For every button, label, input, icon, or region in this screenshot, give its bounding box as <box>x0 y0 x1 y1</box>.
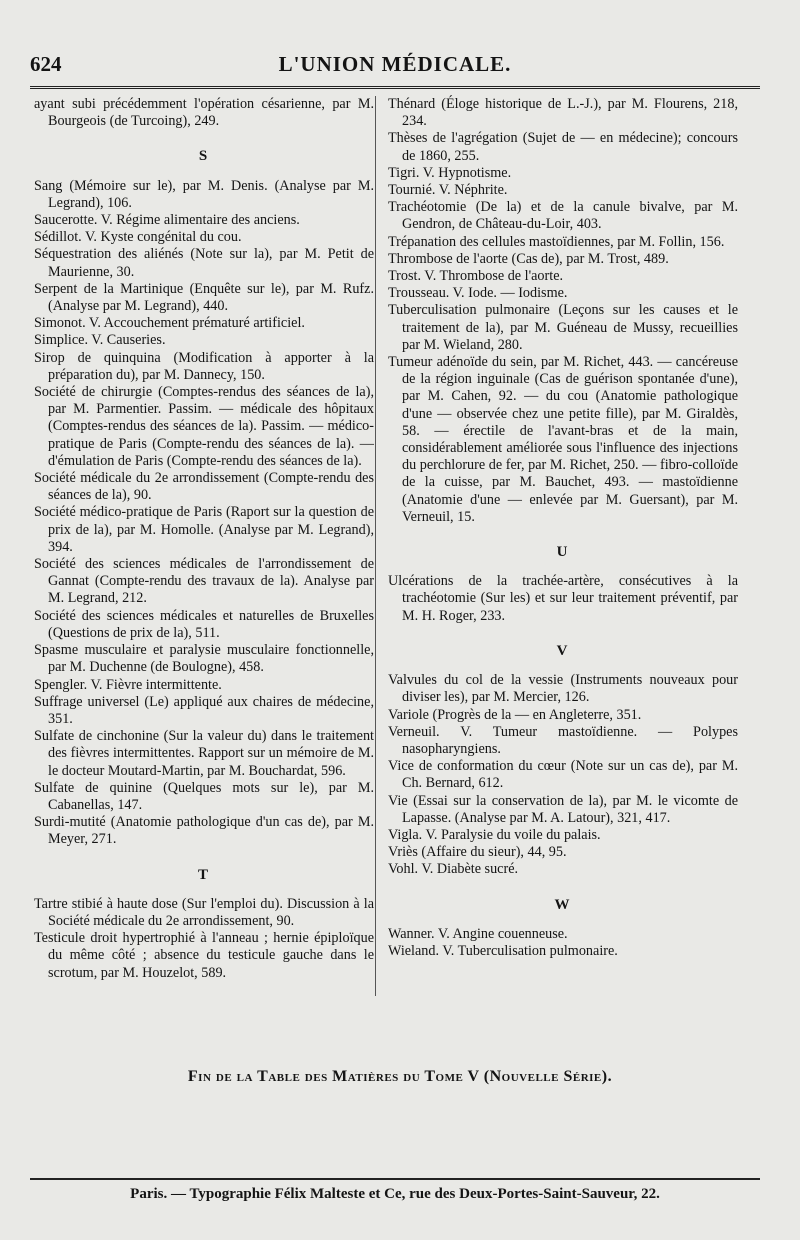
index-entry: Simplice. V. Causeries. <box>34 332 166 349</box>
index-entry: Thrombose de l'aorte (Cas de), par M. Trost, 489. <box>388 250 669 267</box>
entry-list <box>388 926 738 960</box>
section-letter-t: T <box>197 866 210 883</box>
header-rule <box>30 86 760 91</box>
index-entry: Sulfate de cinchonine (Sur la valeur du) dans le traitement des fièvres intermittentes. Rapport sur un mémoire de M. le docteur Moutard-Martin, par M. Bouchardat, 596. <box>34 728 374 779</box>
index-entry: Séquestration des aliénés (Note sur la), par M. Petit de Maurienne, 30. <box>34 246 374 280</box>
entry-list <box>388 573 738 625</box>
index-entry: Vie (Essai sur la conservation de la), par M. le vicomte de Lapasse. (Analyse par M. A. Latour), 321, 417. <box>388 792 738 826</box>
printer-imprint: Paris. — Typographie Félix Malteste et Ce, rue des Deux-Portes-Saint-Sauveur, 22. <box>130 1186 660 1202</box>
index-entry: Sédillot. V. Kyste congénital du cou. <box>34 229 242 246</box>
entry-list <box>388 672 738 878</box>
section-letter-w: W <box>554 896 572 913</box>
index-entry: Wanner. V. Angine couenneuse. <box>388 925 568 942</box>
index-entry: Tumeur adénoïde du sein, par M. Richet, 443. — cancéreuse de la région inguinale (Cas de guérison spontanée d'une), par M. Cahen, 92. — du cou (Anatomie pathologique d'une — observée chez une petite fille), par M. Giraldès, 58. — érectile de l'avant-bras et de la main, considérablement améliorée sous l'influence des injections du perchlorure de fer, par M. Richet, 250. — fibro-colloïde de la cuisse, par M. Bauchet, 493. — mastoïdienne (Anatomie d'une — enlevée par M. Guersant), par M. Verneuil, 15. <box>388 354 738 525</box>
index-entry: Tigri. V. Hypnotisme. <box>388 164 512 181</box>
index-entry: Sang (Mémoire sur le), par M. Denis. (Analyse par M. Legrand), 106. <box>34 177 374 211</box>
section-letter-v: V <box>556 642 570 659</box>
index-entry: Spasme musculaire et paralysie musculaire fonctionnelle, par M. Duchenne (de Boulogne), 458. <box>34 642 374 676</box>
index-entry: Valvules du col de la vessie (Instruments nouveaux pour diviser les), par M. Mercier, 126. <box>388 672 738 706</box>
index-entry: Tuberculisation pulmonaire (Leçons sur les causes et le traitement de la), par M. Guéneau de Mussy, recueillies par M. Wieland, 280. <box>388 302 738 353</box>
left-column <box>34 96 374 982</box>
index-entry: Vigla. V. Paralysie du voile du palais. <box>388 826 601 843</box>
entry-list <box>34 896 374 982</box>
index-entry: Sulfate de quinine (Quelques mots sur le), par M. Cabanellas, 147. <box>34 779 374 813</box>
section-letter-s: S <box>198 148 210 165</box>
index-entry: Trousseau. V. Iode. — Iodisme. <box>388 285 568 302</box>
index-entry: Vice de conformation du cœur (Note sur un cas de), par M. Ch. Bernard, 612. <box>388 758 738 792</box>
column-divider <box>375 96 376 996</box>
index-entry: Société des sciences médicales et naturelles de Bruxelles (Questions de prix de la), 511. <box>34 607 374 641</box>
index-entry: Tournié. V. Néphrite. <box>388 182 508 199</box>
section-letter-u: U <box>556 544 570 561</box>
index-entry: Thèses de l'agrégation (Sujet de — en médecine); concours de 1860, 255. <box>388 130 738 164</box>
index-entry: Tartre stibié à haute dose (Sur l'emploi du). Discussion à la Société médicale du 2e arrondissement, 90. <box>34 895 374 929</box>
index-entry: Surdi-mutité (Anatomie pathologique d'un cas de), par M. Meyer, 271. <box>34 814 374 848</box>
entry-list <box>34 96 374 130</box>
footer-rule <box>30 1178 760 1180</box>
index-entry: Société médicale du 2e arrondissement (Compte-rendu des séances de la), 90. <box>34 470 374 504</box>
index-entry: Thénard (Éloge historique de L.-J.), par M. Flourens, 218, 234. <box>388 96 738 130</box>
index-entry: Trachéotomie (De la) et de la canule bivalve, par M. Gendron, de Château-du-Loir, 403. <box>388 199 738 233</box>
running-title: L'UNION MÉDICALE. <box>278 52 512 76</box>
index-entry: Vohl. V. Diabète sucré. <box>388 861 519 878</box>
index-entry: ayant subi précédemment l'opération césarienne, par M. Bourgeois (de Turcoing), 249. <box>34 96 374 130</box>
index-entry: Trost. V. Thrombose de l'aorte. <box>388 268 564 285</box>
index-entry: Trépanation des cellules mastoïdiennes, par M. Follin, 156. <box>388 233 725 250</box>
page-header <box>30 52 760 82</box>
right-column <box>388 96 738 960</box>
index-entry: Société de chirurgie (Comptes-rendus des séances de la), par M. Parmentier. Passim. — médicale des hôpitaux (Comptes-rendus des séances de la). Passim. — médico-pratique de Paris (Compte-rendu des séances de la). — d'émulation de Paris (Compte-rendu des séances de la). <box>34 384 374 469</box>
index-entry: Sirop de quinquina (Modification à apporter à la préparation du), par M. Dannecy, 150. <box>34 349 374 383</box>
page-number: 624 <box>30 52 62 76</box>
index-entry: Ulcérations de la trachée-artère, consécutives à la trachéotomie (Sur les) et sur leur traitement préventif, par M. H. Roger, 233. <box>388 573 738 624</box>
index-entry: Société médico-pratique de Paris (Raport sur la question de prix de la), par M. Homolle. (Analyse par M. Legrand), 394. <box>34 504 374 555</box>
entry-list <box>388 96 738 526</box>
end-of-table-title: Fin de la Table des Matières du Tome V (Nouvelle Série). <box>187 1068 613 1085</box>
index-entry: Suffrage universel (Le) appliqué aux chaires de médecine, 351. <box>34 693 374 727</box>
entry-list <box>34 178 374 849</box>
index-entry: Wieland. V. Tuberculisation pulmonaire. <box>388 942 618 959</box>
index-entry: Variole (Progrès de la — en Angleterre, 351. <box>388 706 642 723</box>
index-entry: Simonot. V. Accouchement prématuré artificiel. <box>34 315 305 332</box>
index-entry: Serpent de la Martinique (Enquête sur le), par M. Rufz. (Analyse par M. Legrand), 440. <box>34 280 374 315</box>
index-entry: Vriès (Affaire du sieur), 44, 95. <box>388 844 567 861</box>
index-entry: Testicule droit hypertrophié à l'anneau ; hernie épiploïque du même côté ; absence du testicule gauche dans le scrotum, par M. Houzelot, 589. <box>34 930 374 981</box>
index-entry: Verneuil. V. Tumeur mastoïdienne. — Polypes nasopharyngiens. <box>388 723 738 757</box>
index-entry: Saucerotte. V. Régime alimentaire des anciens. <box>34 212 300 229</box>
index-entry: Spengler. V. Fièvre intermittente. <box>34 676 222 693</box>
index-entry: Société des sciences médicales de l'arrondissement de Gannat (Compte-rendu des travaux de la). Analyse par M. Legrand, 212. <box>34 556 374 607</box>
